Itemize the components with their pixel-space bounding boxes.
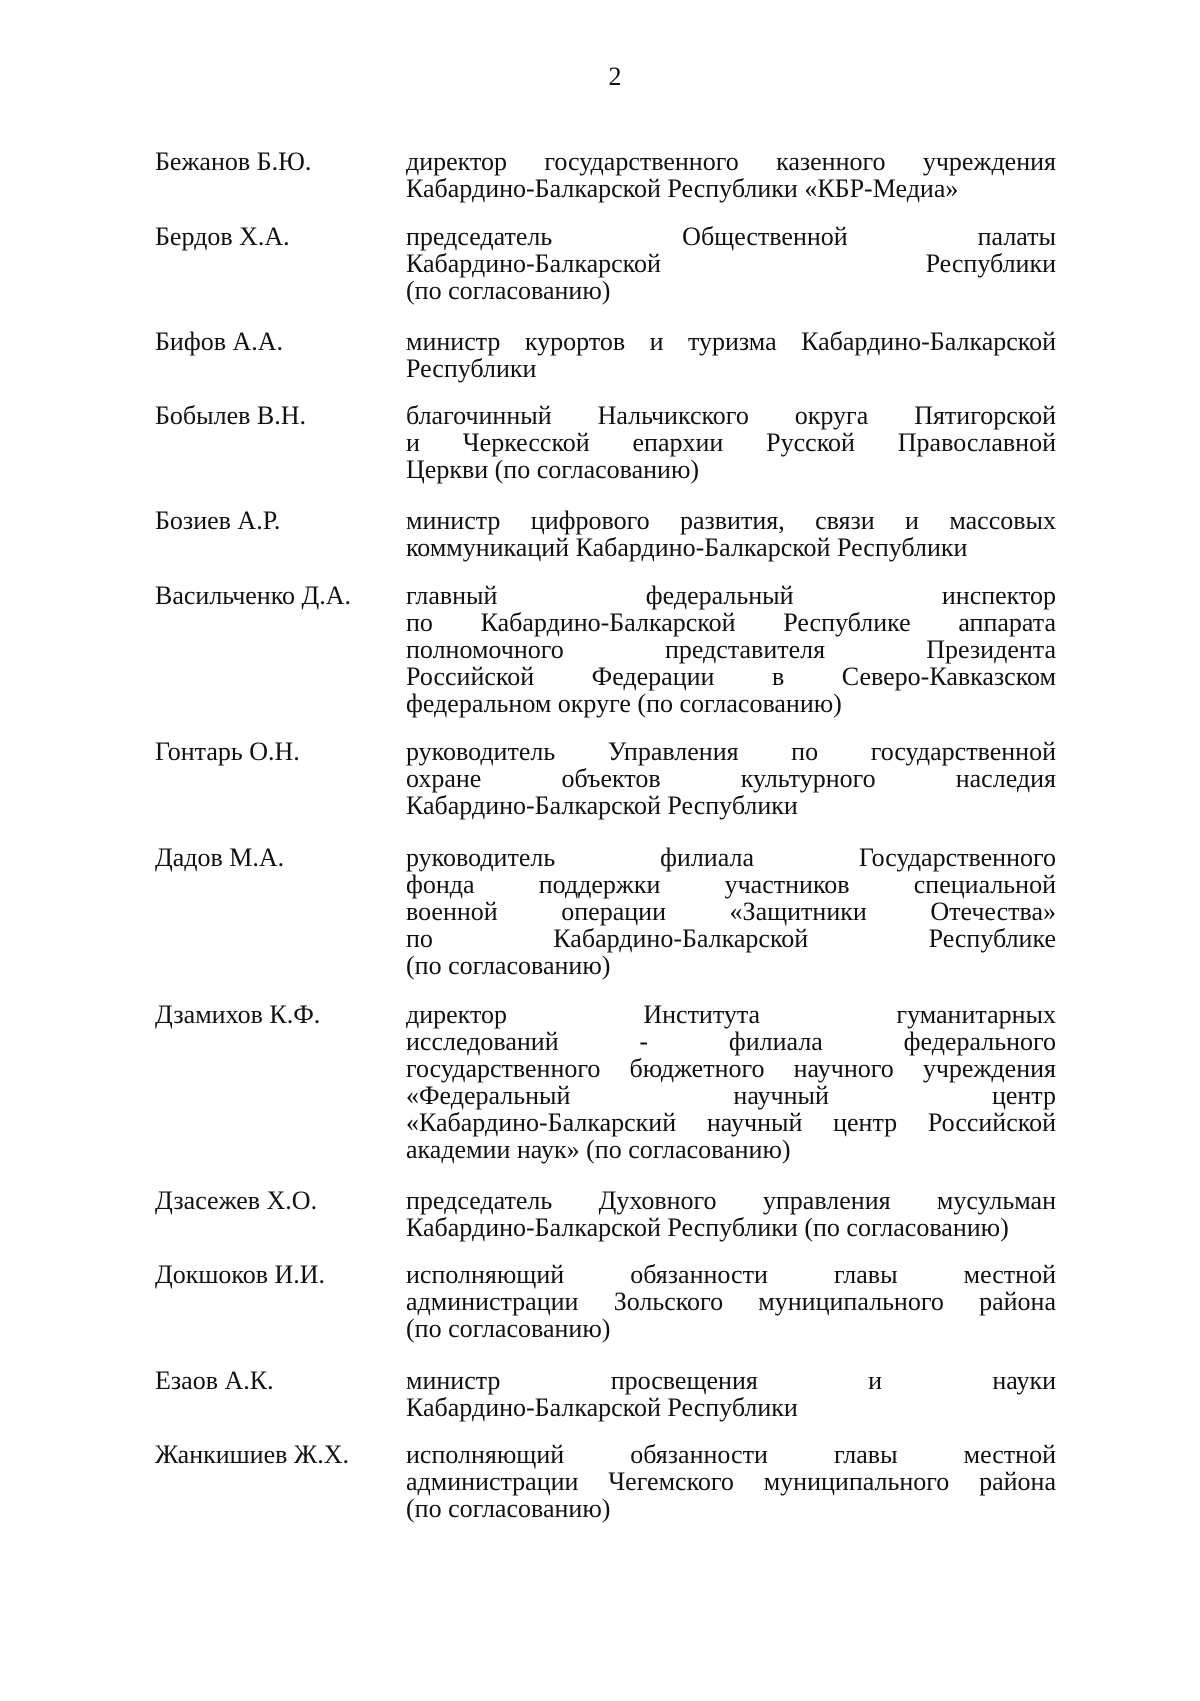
position-line: Республики: [406, 354, 537, 383]
member-position: [406, 1261, 1056, 1342]
member-name: Бозиев А.Р.: [155, 506, 281, 535]
member-position: [406, 402, 1056, 483]
member-position: [406, 1187, 1056, 1241]
member-name: Езаов А.К.: [155, 1366, 274, 1395]
member-name: Бифов А.А.: [155, 327, 284, 356]
member-position: [406, 148, 1056, 202]
position-line: федеральном округе (по согласованию): [406, 689, 842, 718]
position-line: главный федеральный инспектор: [406, 581, 1056, 610]
position-line: исполняющий обязанности главы местной: [406, 1260, 1056, 1289]
position-line: министр курортов и туризма Кабардино-Балкарской: [406, 327, 1056, 356]
position-line: Кабардино-Балкарской Республики: [406, 791, 798, 820]
position-line: администрации Чегемского муниципального района: [406, 1467, 1056, 1496]
position-line: министр просвещения и науки: [406, 1366, 1056, 1395]
position-line: (по согласованию): [406, 1314, 611, 1343]
member-name: Гонтарь О.Н.: [155, 737, 300, 766]
member-position: [406, 844, 1056, 979]
position-line: директор государственного казенного учреждения: [406, 147, 1056, 176]
position-line: председатель Духовного управления мусульман: [406, 1186, 1056, 1215]
member-position: [406, 1001, 1056, 1163]
position-line: академии наук» (по согласованию): [406, 1135, 791, 1164]
member-name: Васильченко Д.А.: [155, 581, 352, 610]
position-line: «Федеральный научный центр: [406, 1081, 1056, 1110]
position-line: по Кабардино-Балкарской Республике: [406, 924, 1056, 953]
position-line: «Кабардино-Балкарский научный центр Российской: [406, 1108, 1056, 1137]
position-line: исполняющий обязанности главы местной: [406, 1440, 1056, 1469]
member-position: [406, 1441, 1056, 1522]
position-line: полномочного представителя Президента: [406, 635, 1056, 664]
position-line: фонда поддержки участников специальной: [406, 870, 1056, 899]
member-name: Дзамихов К.Ф.: [155, 1000, 321, 1029]
position-line: исследований - филиала федерального: [406, 1027, 1056, 1056]
position-line: Кабардино-Балкарской Республики «КБР-Медиа»: [406, 174, 959, 203]
position-line: коммуникаций Кабардино-Балкарской Республики: [406, 533, 968, 562]
member-name: Дзасежев Х.О.: [155, 1186, 318, 1215]
member-name: Бобылев В.Н.: [155, 401, 307, 430]
position-line: министр цифрового развития, связи и массовых: [406, 506, 1056, 535]
position-line: администрации Зольского муниципального района: [406, 1287, 1056, 1316]
position-line: Церкви (по согласованию): [406, 455, 700, 484]
position-line: (по согласованию): [406, 951, 611, 980]
position-line: Российской Федерации в Северо-Кавказском: [406, 662, 1056, 691]
member-name: Бердов Х.А.: [155, 222, 290, 251]
position-line: Кабардино-Балкарской Республики: [406, 1393, 798, 1422]
member-name: Жанкишиев Ж.Х.: [155, 1440, 349, 1469]
position-line: (по согласованию): [406, 1494, 611, 1523]
member-position: [406, 507, 1056, 561]
position-line: государственного бюджетного научного учреждения: [406, 1054, 1056, 1083]
position-line: (по согласованию): [406, 276, 611, 305]
position-line: директор Института гуманитарных: [406, 1000, 1056, 1029]
page-number: 2: [608, 62, 622, 91]
member-position: [406, 582, 1056, 717]
position-line: председатель Общественной палаты: [406, 222, 1056, 251]
member-position: [406, 328, 1056, 382]
position-line: военной операции «Защитники Отечества»: [406, 897, 1056, 926]
member-name: Докшоков И.И.: [155, 1260, 326, 1289]
member-name: Бежанов Б.Ю.: [155, 147, 312, 176]
member-name: Дадов М.А.: [155, 843, 285, 872]
position-line: благочинный Нальчикского округа Пятигорской: [406, 401, 1056, 430]
position-line: Кабардино-Балкарской Республики (по согласованию): [406, 1213, 1009, 1242]
position-line: Кабардино-Балкарской Республики: [406, 249, 1056, 278]
position-line: руководитель филиала Государственного: [406, 843, 1056, 872]
position-line: и Черкесской епархии Русской Православной: [406, 428, 1056, 457]
position-line: по Кабардино-Балкарской Республике аппарата: [406, 608, 1056, 637]
member-position: [406, 223, 1056, 304]
position-line: руководитель Управления по государственной: [406, 737, 1056, 766]
member-position: [406, 738, 1056, 819]
member-position: [406, 1367, 1056, 1421]
position-line: охране объектов культурного наследия: [406, 764, 1056, 793]
